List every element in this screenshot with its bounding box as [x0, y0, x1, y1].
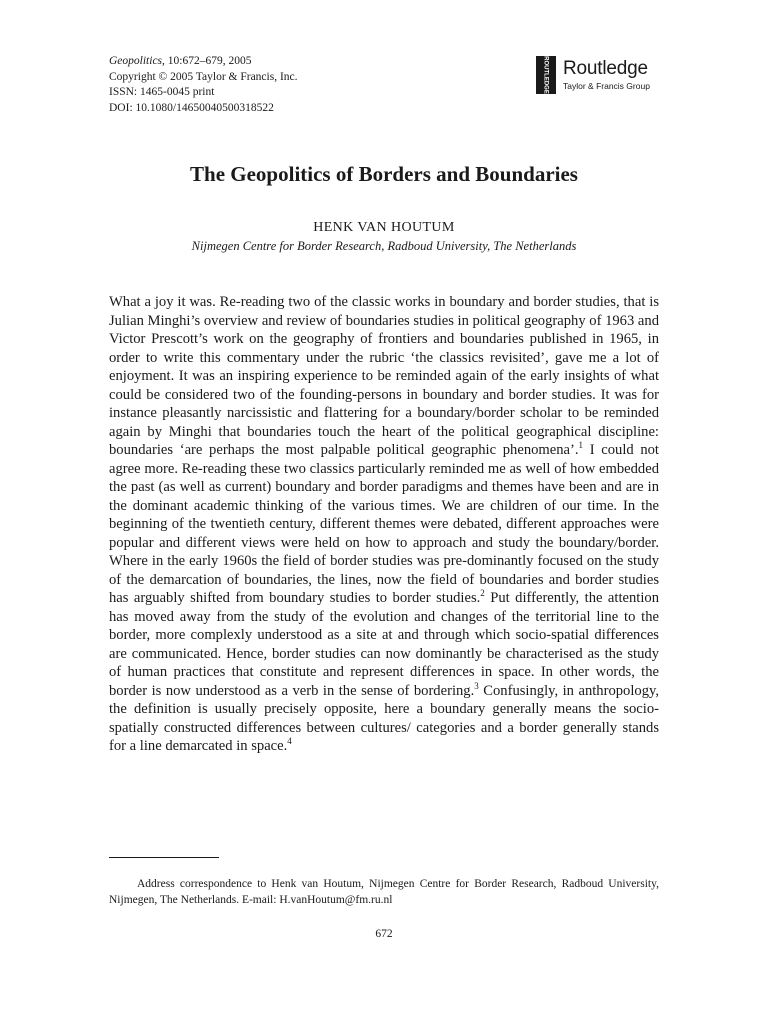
- doi-line: DOI: 10.1080/14650040500318522: [109, 101, 274, 114]
- article-title: The Geopolitics of Borders and Boundaries: [190, 162, 578, 186]
- journal-name: Geopolitics: [109, 55, 163, 67]
- body-text-4: Confusingly, in anthropology, the definition is usually precisely opposite, here a boundary generally means the socio-spatially constructed differences between cultures/ categories and a border generally stands for a line demarcated in space.: [109, 682, 659, 754]
- footnote-ref-3[interactable]: 3: [474, 680, 479, 691]
- body-paragraph: [109, 293, 659, 756]
- correspondence-footnote: Address correspondence to Henk van Houtum, Nijmegen Centre for Border Research, Radboud University, Nijmegen, The Netherlands. E-mail: H.vanHoutum@fm.ru.nl: [109, 878, 659, 906]
- footnote-divider: [109, 857, 219, 858]
- footnote-ref-1[interactable]: 1: [578, 440, 584, 451]
- logo-vertical-text: ROUTLEDGE: [542, 56, 549, 94]
- body-text-1: What a joy it was. Re-reading two of the classic works in boundary and border studies, that is Julian Minghi’s overview and review of boundaries studies in political geography of 1963 and Victor Prescott’s work on the geography of frontiers and boundaries published in 1965, in order to write this commentary under the rubric ‘the classics revisited’, gave me a lot of enjoyment. It was an inspiring experience to be reminded again of the early insights of what could be considered two of the founding-persons in boundary and border studies. It was for instance pleasantly narcissistic and flattering for a boundary/border scholar to be reminded again by Minghi that boundaries touch the heart of the political geographical discipline: boundaries ‘are perhaps the most palpable political geographic phenomena’.: [109, 294, 659, 458]
- publisher-name: Routledge: [563, 58, 648, 79]
- routledge-logo: [536, 54, 666, 98]
- author-affiliation: Nijmegen Centre for Border Research, Radboud University, The Netherlands: [191, 239, 577, 253]
- copyright-line: Copyright © 2005 Taylor & Francis, Inc.: [109, 70, 298, 83]
- routledge-r-icon: [536, 56, 556, 94]
- publisher-group: Taylor & Francis Group: [563, 81, 650, 91]
- journal-citation: , 10:672–679, 2005: [162, 55, 252, 67]
- article-author: HENK VAN HOUTUM: [313, 220, 455, 235]
- journal-meta: [109, 54, 298, 116]
- body-text-3: Put differently, the attention has moved away from the study of the evolution and changes of the territorial line to the border, more complexly understood as a site at and through which socio-spatial differences are communicated. Hence, border studies can now dominantly be characterised as the study of human practices that constitute and represent differences in space. In other words, the border is now understood as a verb in the sense of bordering.: [109, 590, 659, 699]
- footnote-ref-2[interactable]: 2: [480, 588, 485, 599]
- page-number: 672: [375, 928, 393, 940]
- footnote-ref-4[interactable]: 4: [287, 736, 292, 747]
- issn-line: ISSN: 1465-0045 print: [109, 86, 215, 98]
- body-text-2: I could not agree more. Re-reading these two classics particularly reminded me as well of how embedded the past (as well as current) boundary and border paradigms and themes have been and are in the dominant academic thinking of the various times. We are children of our time. In the beginning of the twentieth century, different themes were debated, different approaches were popular and different views were held on how to approach and study the boundary/border. Where in the early 1960s the field of border studies was pre-dominantly focused on the study of the demarcation of boundaries, the lines, now the field of boundaries and border studies has arguably shifted from boundary studies to border studies.: [109, 442, 659, 606]
- citation-line: [109, 54, 298, 70]
